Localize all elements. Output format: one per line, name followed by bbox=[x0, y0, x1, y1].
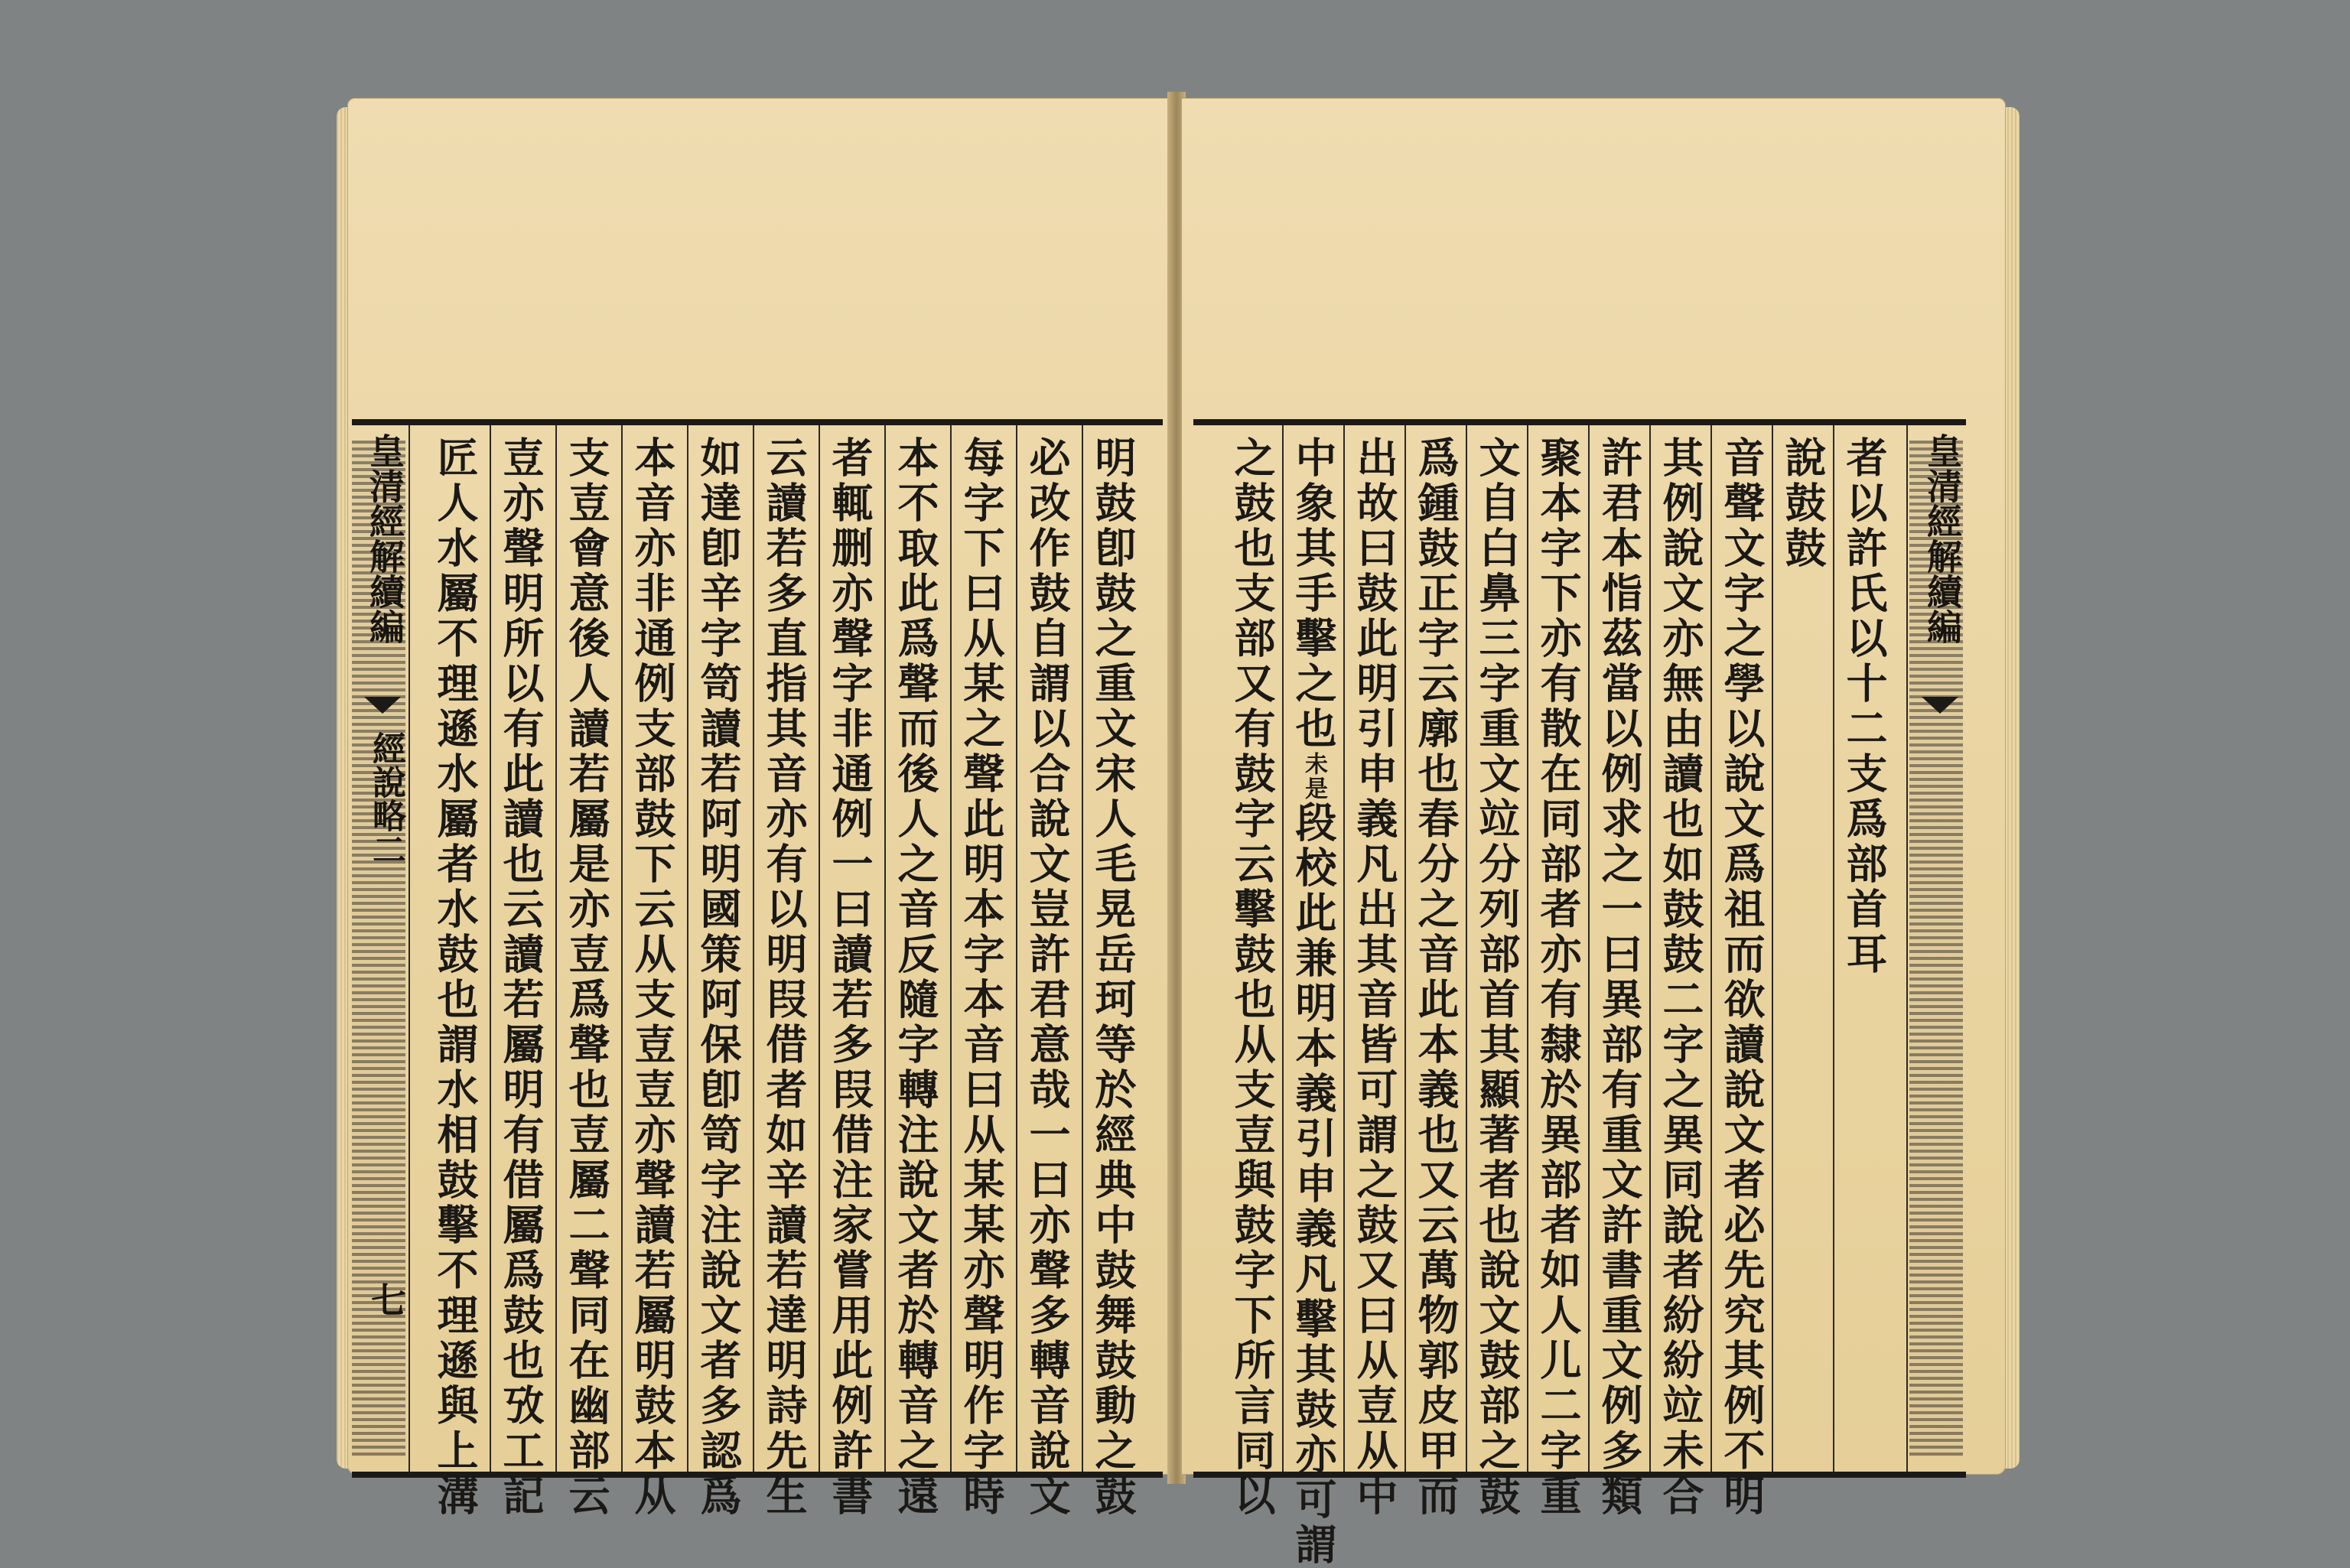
column-rule bbox=[950, 425, 952, 1472]
column-rule bbox=[884, 425, 886, 1472]
column-rule bbox=[1772, 425, 1773, 1472]
text-column: 者輒删亦聲字非通例一曰讀若多叚借注家嘗用此例許書 bbox=[825, 436, 874, 1519]
text-column: 明鼓卽鼓之重文宋人毛晃岳珂等於經典中鼓舞鼓動之鼓 bbox=[1089, 436, 1138, 1519]
text-column: 音聲文字之學以說文爲祖而欲讀說文者必先究其例不明 bbox=[1717, 436, 1766, 1519]
left-margin-title: 皇清經解續編 bbox=[364, 433, 405, 644]
text-column: 支壴會意後人讀若屬是亦壴爲聲也壴屬二聲同在幽部云 bbox=[562, 436, 611, 1519]
right-margin-title: 皇清經解續編 bbox=[1922, 433, 1963, 644]
text-column: 壴亦聲明所以有此讀也云讀若屬明有借屬爲鼓也攷工記 bbox=[496, 436, 545, 1519]
text-column: 之鼓也支部又有鼓字云擊鼓也从支壴與鼓字下所言同以 bbox=[1228, 436, 1277, 1519]
text-column bbox=[1289, 436, 1338, 1568]
text-column: 出故曰鼓此明引申義凡出其音皆可謂之鼓又曰从壴从中 bbox=[1350, 436, 1399, 1519]
text-column: 每字下曰从某之聲此明本字本音曰从某某亦聲明作字時 bbox=[957, 436, 1006, 1519]
column-rule bbox=[1466, 425, 1467, 1472]
column-rule bbox=[1082, 425, 1083, 1472]
book-spread bbox=[337, 84, 2020, 1568]
text-column: 其例說文亦無由讀也如鼓鼓二字之異同說者紛紛竝未合 bbox=[1656, 436, 1705, 1519]
column-rule bbox=[408, 425, 410, 1472]
text-column: 說鼓鼓 bbox=[1779, 436, 1828, 571]
left-text-frame bbox=[352, 419, 1163, 1519]
right-page bbox=[1181, 98, 2006, 1568]
text-column: 者以許氏以十二支爲部首耳 bbox=[1840, 436, 1889, 978]
right-text-frame bbox=[1193, 419, 1966, 1568]
text-column: 聚本字下亦有散在同部者亦有隸於異部者如人儿二字重 bbox=[1534, 436, 1583, 1519]
left-margin-section: 經說略二 bbox=[366, 731, 405, 866]
column-rule bbox=[819, 425, 820, 1472]
column-cont-text: 段校此兼明本義引申義凡擊其鼓亦可謂 bbox=[1289, 801, 1338, 1568]
column-rule bbox=[1833, 425, 1834, 1472]
column-rule bbox=[1906, 425, 1908, 1472]
text-column: 云讀若多直指其音亦有以明叚借者如辛讀若達明詩先生 bbox=[760, 436, 809, 1519]
column-rule bbox=[1404, 425, 1406, 1472]
column-rule bbox=[753, 425, 754, 1472]
text-column: 必改作鼓自謂以合說文豈許君意哉一曰亦聲多轉音說文 bbox=[1023, 436, 1072, 1519]
column-rule bbox=[1710, 425, 1712, 1472]
column-rule bbox=[1343, 425, 1345, 1472]
inline-note: 未是 bbox=[1300, 752, 1327, 801]
left-page-number: 七 bbox=[366, 1282, 407, 1317]
column-rule bbox=[1649, 425, 1651, 1472]
column-main-text: 中象其手擊之也 bbox=[1289, 436, 1338, 752]
column-rule bbox=[1588, 425, 1590, 1472]
text-column: 本音亦非通例支部鼓下云从支壴壴亦聲讀若屬明鼓本从 bbox=[628, 436, 677, 1519]
column-rule bbox=[621, 425, 623, 1472]
text-column: 匠人水屬不理遜水屬者水鼓也謂水相鼓擊不理遜與上溝 bbox=[431, 436, 480, 1519]
text-column: 如達卽辛字笥讀若阿明國策阿保卽笥字注說文者多認爲 bbox=[694, 436, 743, 1519]
left-page bbox=[347, 98, 1172, 1519]
column-rule bbox=[555, 425, 557, 1472]
column-rule bbox=[687, 425, 688, 1472]
text-column: 文自白鼻三字重文竝分列部首其顯著者也說文鼓部之鼓 bbox=[1473, 436, 1522, 1519]
text-column: 本不取此爲聲而後人之音反隨字轉注說文者於轉音之遠 bbox=[891, 436, 940, 1519]
column-rule bbox=[490, 425, 491, 1472]
column-rule bbox=[1527, 425, 1528, 1472]
text-column: 爲鍾鼓正字云廓也春分之音此本義也又云萬物郭皮甲而 bbox=[1411, 436, 1460, 1519]
column-rule bbox=[1282, 425, 1284, 1472]
text-column: 許君本恉茲當以例求之一曰異部有重文許書重文例多類 bbox=[1595, 436, 1644, 1519]
column-rule bbox=[1016, 425, 1017, 1472]
